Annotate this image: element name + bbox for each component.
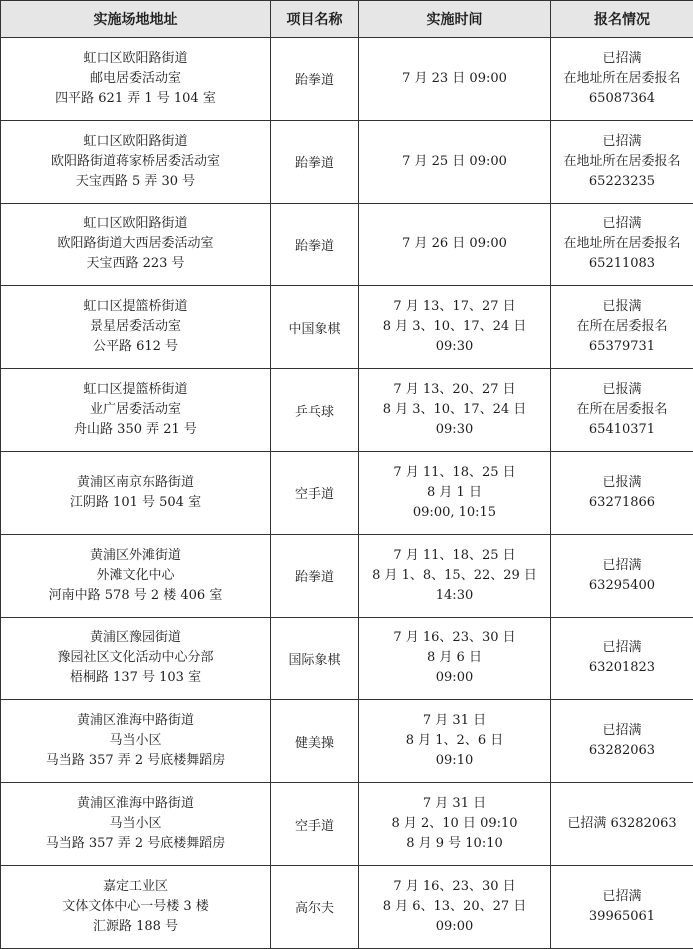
status-line: 已报满 — [553, 297, 691, 317]
time-line: 8 月 1、8、15、22、29 日 — [361, 566, 548, 586]
time-line: 7 月 11、18、25 日 — [361, 546, 548, 566]
address-line: 四平路 621 弄 1 号 104 室 — [3, 89, 268, 109]
address-line: 文体文体中心一号楼 3 楼 — [3, 897, 268, 917]
status-line: 已招满 63282063 — [553, 814, 691, 834]
time-line: 7 月 26 日 09:00 — [361, 234, 548, 254]
table-row — [1, 203, 693, 286]
time-line: 7 月 11、18、25 日 — [361, 463, 548, 483]
time-line: 7 月 16、23、30 日 — [361, 628, 548, 648]
table-row — [1, 451, 693, 534]
address-line: 邮电居委活动室 — [3, 69, 268, 89]
header-status: 报名情况 — [551, 1, 693, 38]
status-line: 在地址所在居委报名 — [553, 69, 691, 89]
time-line: 8 月 6、13、20、27 日 — [361, 897, 548, 917]
status-cell — [551, 700, 693, 783]
status-cell — [551, 286, 693, 369]
project-cell: 中国象棋 — [271, 286, 359, 369]
time-line: 09:30 — [361, 420, 548, 440]
project-cell: 跆拳道 — [271, 203, 359, 286]
address-line: 江阴路 101 号 504 室 — [3, 493, 268, 513]
address-cell — [1, 38, 271, 121]
status-line: 已招满 — [553, 49, 691, 69]
project-cell: 空手道 — [271, 451, 359, 534]
time-line: 09:00 — [361, 668, 548, 688]
status-cell — [551, 534, 693, 617]
status-line: 在所在居委报名 — [553, 317, 691, 337]
table-row — [1, 865, 693, 948]
status-line: 65379731 — [553, 337, 691, 357]
address-line: 马当小区 — [3, 814, 268, 834]
status-line: 63271866 — [553, 493, 691, 513]
time-line: 7 月 31 日 — [361, 711, 548, 731]
address-cell — [1, 203, 271, 286]
address-line: 黄浦区淮海中路街道 — [3, 711, 268, 731]
status-line: 65223235 — [553, 172, 691, 192]
status-cell — [551, 369, 693, 452]
status-line: 已招满 — [553, 638, 691, 658]
time-cell — [359, 369, 551, 452]
address-line: 舟山路 350 弄 21 号 — [3, 420, 268, 440]
address-line: 欧阳路街道蒋家桥居委活动室 — [3, 152, 268, 172]
address-line: 虹口区欧阳路街道 — [3, 49, 268, 69]
status-line: 在地址所在居委报名 — [553, 152, 691, 172]
address-line: 嘉定工业区 — [3, 877, 268, 897]
address-line: 汇源路 188 号 — [3, 917, 268, 937]
address-line: 业广居委活动室 — [3, 400, 268, 420]
time-cell — [359, 534, 551, 617]
address-cell — [1, 451, 271, 534]
time-line: 09:00 — [361, 917, 548, 937]
table-row — [1, 286, 693, 369]
time-line: 8 月 3、10、17、24 日 — [361, 400, 548, 420]
address-line: 黄浦区淮海中路街道 — [3, 794, 268, 814]
header-row — [1, 1, 693, 38]
status-line: 已报满 — [553, 473, 691, 493]
address-line: 虹口区欧阳路街道 — [3, 132, 268, 152]
status-cell — [551, 451, 693, 534]
project-cell: 国际象棋 — [271, 617, 359, 700]
status-line: 在地址所在居委报名 — [553, 234, 691, 254]
time-line: 14:30 — [361, 586, 548, 606]
table-row — [1, 38, 693, 121]
address-cell — [1, 534, 271, 617]
time-line: 8 月 6 日 — [361, 648, 548, 668]
address-line: 梧桐路 137 号 103 室 — [3, 668, 268, 688]
time-cell — [359, 120, 551, 203]
address-cell — [1, 369, 271, 452]
table-row — [1, 617, 693, 700]
time-line: 8 月 1、2、6 日 — [361, 731, 548, 751]
time-line: 7 月 25 日 09:00 — [361, 152, 548, 172]
time-cell — [359, 865, 551, 948]
address-line: 虹口区欧阳路街道 — [3, 214, 268, 234]
time-line: 8 月 9 号 10:10 — [361, 834, 548, 854]
address-line: 欧阳路街道大西居委活动室 — [3, 234, 268, 254]
status-line: 39965061 — [553, 907, 691, 927]
status-line: 已招满 — [553, 887, 691, 907]
status-cell — [551, 865, 693, 948]
table-row — [1, 120, 693, 203]
address-line: 豫园社区文化活动中心分部 — [3, 648, 268, 668]
address-cell — [1, 865, 271, 948]
address-cell — [1, 617, 271, 700]
time-line: 7 月 31 日 — [361, 794, 548, 814]
status-line: 已报满 — [553, 380, 691, 400]
time-line: 09:00, 10:15 — [361, 503, 548, 523]
address-line: 公平路 612 号 — [3, 337, 268, 357]
time-line: 8 月 2、10 日 09:10 — [361, 814, 548, 834]
table-row — [1, 369, 693, 452]
header-time: 实施时间 — [359, 1, 551, 38]
address-line: 黄浦区豫园街道 — [3, 628, 268, 648]
status-line: 65410371 — [553, 420, 691, 440]
time-line: 7 月 13、20、27 日 — [361, 380, 548, 400]
header-project: 项目名称 — [271, 1, 359, 38]
project-cell: 跆拳道 — [271, 38, 359, 121]
project-cell: 健美操 — [271, 700, 359, 783]
status-cell — [551, 38, 693, 121]
table-body — [1, 38, 693, 949]
status-line: 63282063 — [553, 741, 691, 761]
project-cell: 乒乓球 — [271, 369, 359, 452]
time-cell — [359, 700, 551, 783]
project-cell: 高尔夫 — [271, 865, 359, 948]
time-line: 7 月 13、17、27 日 — [361, 297, 548, 317]
address-line: 黄浦区南京东路街道 — [3, 473, 268, 493]
project-cell: 空手道 — [271, 783, 359, 866]
time-cell — [359, 617, 551, 700]
time-line: 8 月 1 日 — [361, 483, 548, 503]
status-line: 已招满 — [553, 721, 691, 741]
time-line: 09:30 — [361, 337, 548, 357]
status-line: 已招满 — [553, 556, 691, 576]
table-row — [1, 534, 693, 617]
address-line: 天宝西路 223 号 — [3, 254, 268, 274]
time-cell — [359, 203, 551, 286]
address-line: 外滩文化中心 — [3, 566, 268, 586]
project-cell: 跆拳道 — [271, 120, 359, 203]
address-cell — [1, 286, 271, 369]
address-line: 黄浦区外滩街道 — [3, 546, 268, 566]
time-cell — [359, 38, 551, 121]
table-row — [1, 700, 693, 783]
status-line: 已招满 — [553, 214, 691, 234]
status-line: 65211083 — [553, 254, 691, 274]
address-line: 马当路 357 弄 2 号底楼舞蹈房 — [3, 751, 268, 771]
status-line: 65087364 — [553, 89, 691, 109]
address-line: 天宝西路 5 弄 30 号 — [3, 172, 268, 192]
address-line: 景星居委活动室 — [3, 317, 268, 337]
address-cell — [1, 120, 271, 203]
status-line: 在所在居委报名 — [553, 400, 691, 420]
time-cell — [359, 783, 551, 866]
time-line: 09:10 — [361, 751, 548, 771]
status-cell — [551, 617, 693, 700]
time-line: 7 月 23 日 09:00 — [361, 69, 548, 89]
address-line: 马当小区 — [3, 731, 268, 751]
time-line: 7 月 16、23、30 日 — [361, 877, 548, 897]
address-line: 虹口区提篮桥街道 — [3, 297, 268, 317]
address-line: 河南中路 578 号 2 楼 406 室 — [3, 586, 268, 606]
project-cell: 跆拳道 — [271, 534, 359, 617]
table-row — [1, 783, 693, 866]
time-cell — [359, 451, 551, 534]
address-cell — [1, 783, 271, 866]
status-line: 63295400 — [553, 576, 691, 596]
header-address: 实施场地地址 — [1, 1, 271, 38]
address-line: 虹口区提篮桥街道 — [3, 380, 268, 400]
status-cell — [551, 120, 693, 203]
table-header — [1, 1, 693, 38]
address-cell — [1, 700, 271, 783]
status-line: 已招满 — [553, 132, 691, 152]
status-cell — [551, 783, 693, 866]
address-line: 马当路 357 弄 2 号底楼舞蹈房 — [3, 834, 268, 854]
status-line: 63201823 — [553, 658, 691, 678]
time-line: 8 月 3、10、17、24 日 — [361, 317, 548, 337]
status-cell — [551, 203, 693, 286]
time-cell — [359, 286, 551, 369]
